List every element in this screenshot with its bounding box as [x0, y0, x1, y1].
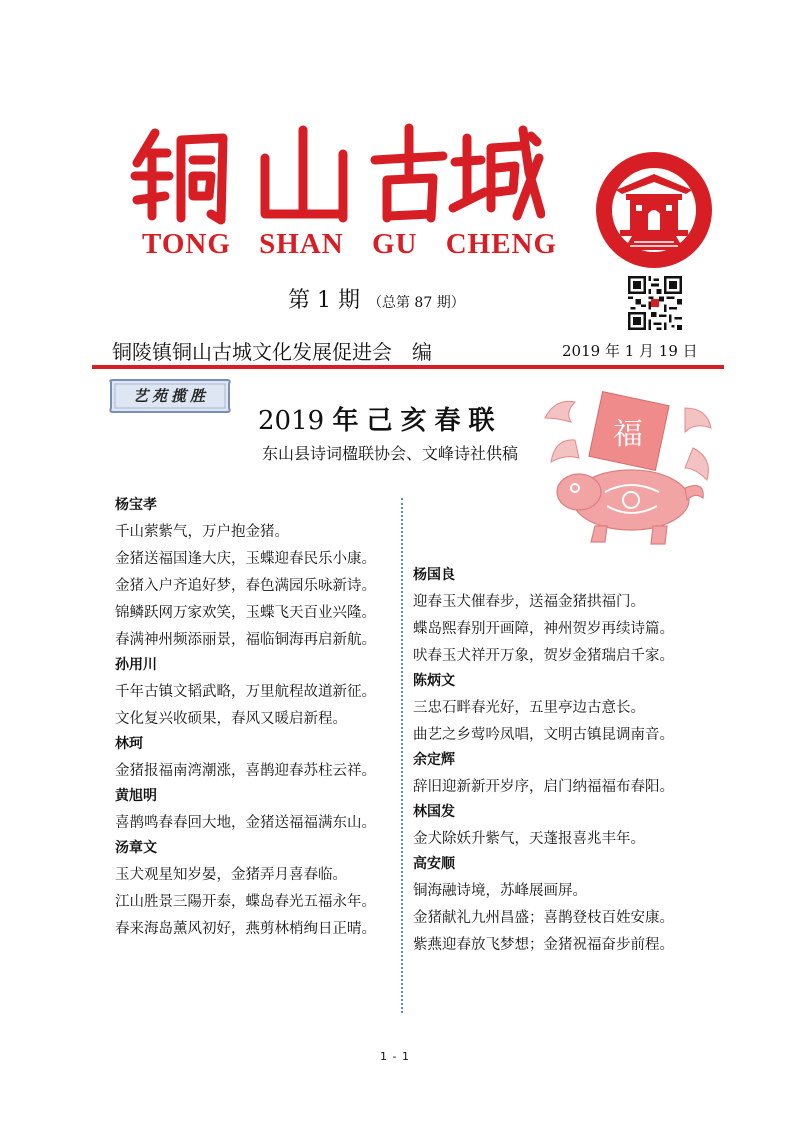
author-block — [115, 837, 400, 943]
publisher-line: 铜陵镇铜山古城文化发展促进会 编 — [112, 340, 432, 364]
couplet-line: 辞旧迎新新开岁序，启门纳福福布春阳。 — [413, 779, 674, 795]
couplet-line: 玉犬观星知岁晏，金猪弄月喜春临。 — [115, 867, 347, 883]
couplet-line: 三忠石畔春光好，五里亭边古意长。 — [413, 700, 645, 716]
poem-byline: 东山县诗词楹联协会、文峰诗社供稿 — [262, 444, 519, 463]
author-name: 林国发 — [413, 804, 455, 820]
author-block — [413, 853, 713, 959]
issue-total: （总第 87 期） — [367, 295, 465, 311]
couplet-line: 文化复兴收硕果，春风又暖启新程。 — [115, 711, 347, 727]
author-block — [413, 749, 713, 801]
author-block — [115, 654, 400, 733]
couplet-line: 春来海岛薰风初好，燕剪林梢绚日正晴。 — [115, 921, 376, 937]
page-number: 1 - 1 — [380, 1050, 410, 1063]
author-name: 余定辉 — [413, 752, 455, 768]
couplet-line: 金犬除妖升紫气，天蓬报喜兆丰年。 — [413, 831, 645, 847]
column-divider — [401, 498, 403, 1013]
couplet-line: 金猪送福国逢大庆，玉蝶迎春民乐小康。 — [115, 551, 376, 567]
author-name: 陈炳文 — [413, 673, 455, 689]
author-name: 黄旭明 — [115, 788, 157, 804]
author-block — [115, 785, 400, 837]
poem-headline — [258, 400, 502, 437]
author-name: 杨国良 — [413, 567, 455, 583]
couplet-line: 曲艺之乡莺吟凤唱，文明古镇昆调南音。 — [413, 727, 674, 743]
headline-year: 2019 — [258, 406, 325, 436]
couplet-line: 千山萦紫气，万户抱金猪。 — [115, 524, 289, 540]
author-name: 汤章文 — [115, 840, 157, 856]
author-block — [413, 801, 713, 853]
town-seal-emblem — [594, 150, 714, 270]
author-name: 高安顺 — [413, 856, 455, 872]
masthead-latin-title: TONG SHAN GU CHENG — [142, 228, 558, 260]
left-column — [115, 494, 400, 943]
masthead-rule — [92, 365, 724, 369]
issue-number — [288, 283, 465, 314]
couplet-line: 江山胜景三陽开泰，蝶岛春光五福永年。 — [115, 894, 376, 910]
pig-paper-cut-decoration — [535, 388, 715, 548]
right-column — [413, 564, 713, 959]
publication-date: 2019 年 1 月 19 日 — [562, 342, 698, 360]
qr-code — [628, 276, 682, 330]
author-name: 孙用川 — [115, 657, 157, 673]
headline-text: 年己亥春联 — [332, 406, 503, 436]
author-block — [413, 564, 713, 670]
author-block — [115, 494, 400, 654]
couplet-line: 春满神州频添丽景，福临铜海再启新航。 — [115, 632, 376, 648]
couplet-line: 锦鳞跃网万家欢笑，玉蝶飞天百业兴隆。 — [115, 605, 376, 621]
author-block — [413, 670, 713, 749]
fu-character: 福 — [613, 417, 643, 452]
author-block — [115, 733, 400, 785]
masthead-calligraphy-title — [125, 118, 545, 228]
couplet-line: 金猪献礼九州昌盛；喜鹊登枝百姓安康。 — [413, 910, 674, 926]
couplet-line: 金猪报福南湾潮涨，喜鹊迎春苏柱云祥。 — [115, 763, 376, 779]
couplet-line: 铜海融诗境，苏峰展画屏。 — [413, 883, 587, 899]
couplet-line: 喜鹊鸣春春回大地，金猪送福福满东山。 — [115, 815, 376, 831]
couplet-line: 紫燕迎春放飞梦想；金猪祝福奋步前程。 — [413, 937, 674, 953]
couplet-line: 迎春玉犬催春步，送福金猪拱福门。 — [413, 594, 645, 610]
couplet-line: 千年古镇文韬武略，万里航程故道新征。 — [115, 684, 376, 700]
author-name: 杨宝孝 — [115, 497, 157, 513]
issue-label: 第 1 期 — [288, 288, 360, 313]
couplet-line: 金猪入户齐追好梦，春色满园乐咏新诗。 — [115, 578, 376, 594]
couplet-line: 吠春玉犬祥开万象，贺岁金猪瑞启千家。 — [413, 648, 674, 664]
couplet-line: 蝶岛熙春别开画障，神州贺岁再续诗篇。 — [413, 621, 674, 637]
author-name: 林珂 — [115, 736, 143, 752]
section-tab-label: 艺苑揽胜 — [132, 387, 209, 405]
